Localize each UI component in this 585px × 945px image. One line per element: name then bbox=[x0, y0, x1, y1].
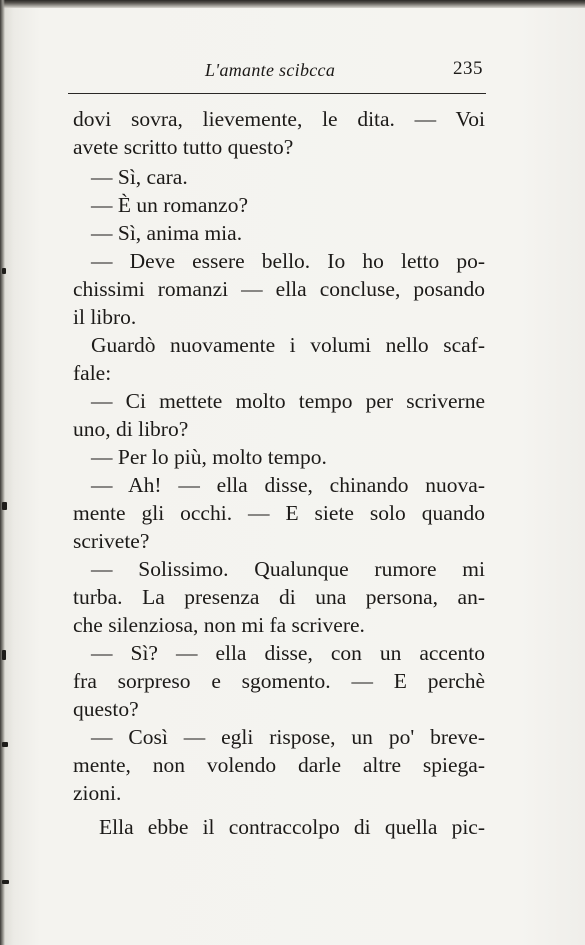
text-line: — Così — egli rispose, un po' breve- bbox=[91, 725, 485, 749]
text-line: il libro. bbox=[73, 305, 137, 329]
text-line: — Solissimo. Qualunque rumore mi bbox=[91, 557, 485, 581]
text-line: questo? bbox=[73, 697, 139, 721]
binding-mark bbox=[2, 650, 6, 660]
header-rule bbox=[68, 93, 486, 94]
text-line: — Ah! — ella disse, chinando nuova- bbox=[91, 473, 485, 497]
text-line: Guardò nuovamente i volumi nello scaf- bbox=[91, 333, 485, 357]
binding-mark bbox=[2, 880, 9, 884]
text-line: fale: bbox=[73, 361, 112, 385]
running-title: L'amante scibcca bbox=[205, 60, 336, 80]
text-line: — Sì, cara. bbox=[91, 165, 188, 189]
text-line: — Sì? — ella disse, con un accento bbox=[91, 641, 485, 665]
text-line: — Sì, anima mia. bbox=[91, 221, 243, 245]
text-line: — È un romanzo? bbox=[91, 193, 249, 217]
text-line: uno, di libro? bbox=[73, 417, 189, 441]
binding-mark bbox=[2, 268, 6, 274]
page-top-edge bbox=[0, 0, 585, 8]
binding-mark bbox=[2, 742, 8, 747]
text-line: dovi sovra, lievemente, le dita. — Voi bbox=[73, 107, 485, 131]
page-header bbox=[70, 58, 485, 88]
text-line: — Ci mettete molto tempo per scriverne bbox=[91, 389, 485, 413]
text-line: mente gli occhi. — E siete solo quando bbox=[73, 501, 485, 525]
text-line: Ella ebbe il contraccolpo di quella pic- bbox=[99, 815, 485, 839]
text-line: — Deve essere bello. Io ho letto po- bbox=[91, 249, 485, 273]
text-line: che silenziosa, non mi fa scrivere. bbox=[73, 613, 365, 637]
text-line: zioni. bbox=[73, 781, 122, 805]
text-line: — Per lo più, molto tempo. bbox=[91, 445, 327, 469]
text-line: avete scritto tutto questo? bbox=[73, 135, 294, 159]
text-line: mente, non volendo darle altre spiega- bbox=[73, 753, 485, 777]
binding-mark bbox=[2, 502, 7, 510]
text-line: chissimi romanzi — ella concluse, posando bbox=[73, 277, 485, 301]
text-line: scrivete? bbox=[73, 529, 150, 553]
text-line: turba. La presenza di una persona, an- bbox=[73, 585, 485, 609]
text-line: fra sorpreso e sgomento. — E perchè bbox=[73, 669, 485, 693]
page-number: 235 bbox=[453, 58, 483, 79]
page-binding-edge bbox=[0, 0, 5, 945]
